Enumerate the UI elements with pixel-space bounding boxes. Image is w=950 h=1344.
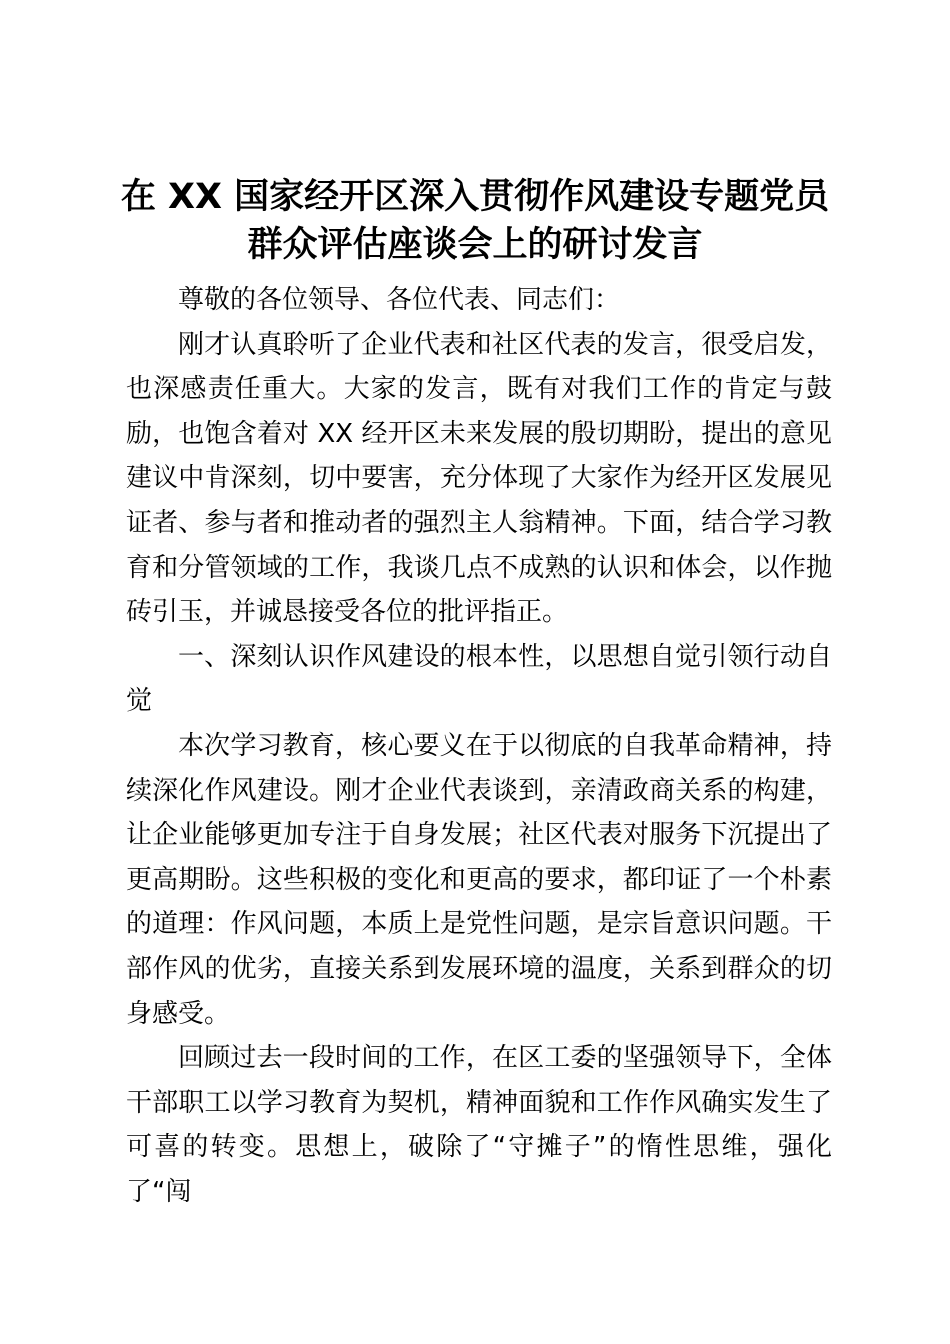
paragraph-section-1: 本次学习教育，核心要义在于以彻底的自我革命精神，持续深化作风建设。刚才企业代表谈到，亲清政商关系的构建，让企业能够更加专注于自身发展；社区代表对服务下沉提出了更高期盼。这些积极的变化和更高的要求，都印证了一个朴素的道理：作风问题，本质上是党性问题，是宗旨意识问题。干部作风的优劣，直接关系到发展环境的温度，关系到群众的切身感受。	[126, 730, 832, 1029]
salutation: 尊敬的各位领导、各位代表、同志们：	[178, 285, 621, 315]
document-body	[126, 278, 832, 1214]
paragraph-review: 回顾过去一段时间的工作，在区工委的坚强领导下，全体干部职工以学习教育为契机，精神面貌和工作作风确实发生了可喜的转变。思想上，破除了“守摊子”的惰性思维，强化了“闯	[126, 1043, 832, 1207]
document-title-line-2: 群众评估座谈会上的研讨发言	[247, 225, 703, 265]
section-heading-1: 一、深刻认识作风建设的根本性，以思想自觉引领行动自觉	[126, 641, 832, 717]
document-title-line-1: 在 XX 国家经开区深入贯彻作风建设专题党员	[120, 177, 830, 217]
paragraph-intro: 刚才认真聆听了企业代表和社区代表的发言，很受启发，也深感责任重大。大家的发言，既有对我们工作的肯定与鼓励，也饱含着对 XX 经开区未来发展的殷切期盼，提出的意见建议中肯深刻，切中要害，充分体现了大家作为经开区发展见证者、参与者和推动者的强烈主人翁精神。下面，结合学习教育和分管领域的工作，我谈几点不成熟的认识和体会，以作抛砖引玉，并诚恳接受各位的批评指正。	[126, 329, 832, 628]
